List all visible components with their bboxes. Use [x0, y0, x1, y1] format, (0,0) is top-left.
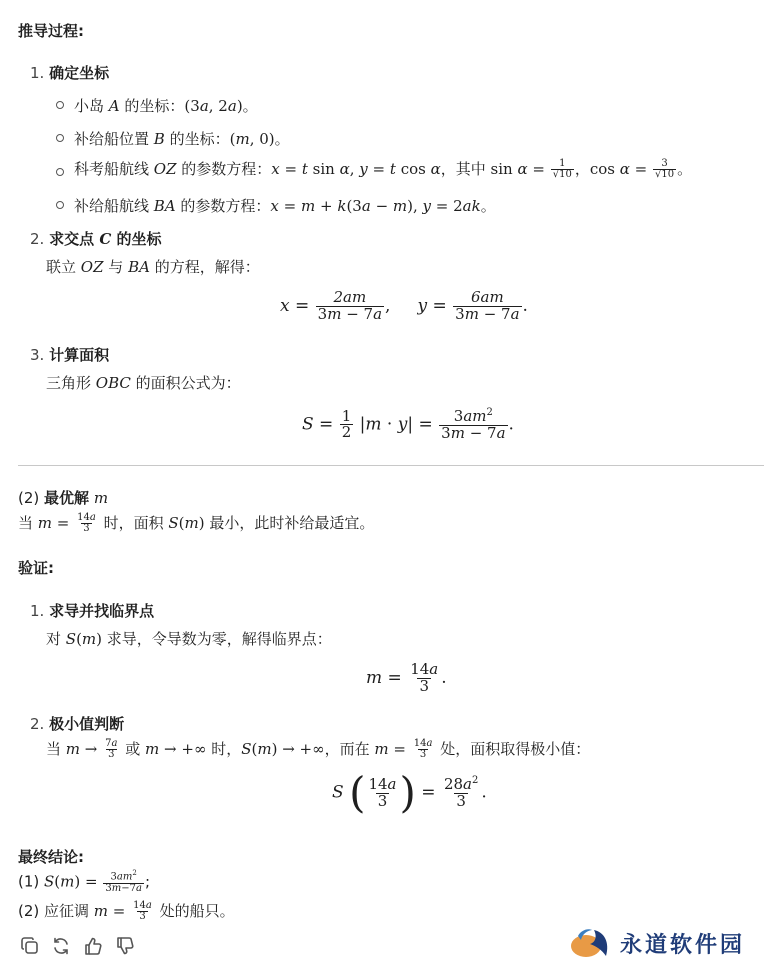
bullet-marker	[56, 201, 64, 209]
step2-formula: x = $\frac{2am}{3m - 7a}$ , y = $\frac{6am}{3m - 7a}$ .	[280, 288, 528, 323]
divider	[18, 465, 764, 466]
vstep2-title: 极小值判断	[49, 715, 125, 733]
part2-text: 当 m = $\frac{14a}{3}$ 时，面积 S(m) 最小，此时补给最适宜。	[18, 511, 375, 534]
step1-bullet-3: 科考船航线 OZ 的参数方程：x = t sin α, y = t cos α，其中 sin α = $\frac{1}{√10}$ ，cos α = $\frac{3}{√10}$ 。	[74, 157, 693, 180]
watermark-text: 永道软件园	[620, 933, 746, 958]
step1-bullet-4: 补给船航线 BA 的参数方程：x = m + k(3a − m), y = 2ak。	[74, 197, 496, 215]
vstep1-text: 对 S(m) 求导，令导数为零，解得临界点：	[46, 630, 332, 648]
step3-text: 三角形 OBC 的面积公式为：	[46, 374, 241, 392]
vstep1-number: 1.	[30, 602, 45, 620]
copy-icon[interactable]	[20, 936, 40, 956]
conclusion-line-1: (1) S(m) = $\frac{3am^2}{3m-7a}$ ;	[18, 869, 151, 894]
step3-title: 计算面积	[49, 346, 110, 364]
bullet-marker	[56, 168, 64, 176]
bullet-marker	[56, 101, 64, 109]
heading-derivation: 推导过程:	[18, 22, 85, 40]
conclusion-line-2: (2) 应征调 m = $\frac{14a}{3}$ 处的船只。	[18, 899, 235, 922]
step1-bullet-2: 补给船位置 B 的坐标：(m, 0)。	[74, 130, 290, 148]
vstep2-header	[30, 713, 124, 734]
step3-header	[30, 344, 109, 365]
vstep2-number: 2.	[30, 715, 45, 733]
part2-header: (2) 最优解 m	[18, 489, 109, 507]
vstep2-formula: S ( $\frac{14a}{3}$ ) = $\frac{28a^2}{3}$ .	[332, 768, 487, 817]
step1-bullet-1: 小岛 A 的坐标：(3a, 2a)。	[74, 97, 258, 115]
thumbs-up-icon[interactable]	[83, 936, 103, 956]
vstep1-header	[30, 600, 154, 621]
logo-mark-icon	[568, 924, 614, 964]
step2-header: 2. 求交点 C 的坐标	[30, 230, 162, 248]
step1-title: 确定坐标	[49, 64, 110, 82]
vstep2-text: 当 m → $\frac{7a}{3}$ 或 m → +∞ 时，S(m) → +∞，而在 m = $\frac{14a}{3}$ 处，面积取得极小值：	[46, 737, 591, 760]
thumbs-down-icon[interactable]	[115, 936, 135, 956]
step2-number: 2.	[30, 230, 45, 248]
vstep1-formula: m = $\frac{14a}{3}$ .	[366, 660, 447, 695]
watermark-logo	[568, 922, 760, 964]
heading-conclusion: 最终结论:	[18, 848, 85, 866]
step1-number: 1.	[30, 64, 45, 82]
regenerate-icon[interactable]	[51, 936, 71, 956]
vstep1-title: 求导并找临界点	[49, 602, 155, 620]
step3-formula: S = $\frac{1}{2}$ |m · y| = $\frac{3am^2}{3m - 7a}$ .	[302, 406, 514, 442]
step1-header	[30, 62, 109, 83]
heading-verify: 验证:	[18, 559, 55, 577]
step2-text: 联立 OZ 与 BA 的方程，解得：	[46, 258, 260, 276]
bullet-marker	[56, 134, 64, 142]
step3-number: 3.	[30, 346, 45, 364]
